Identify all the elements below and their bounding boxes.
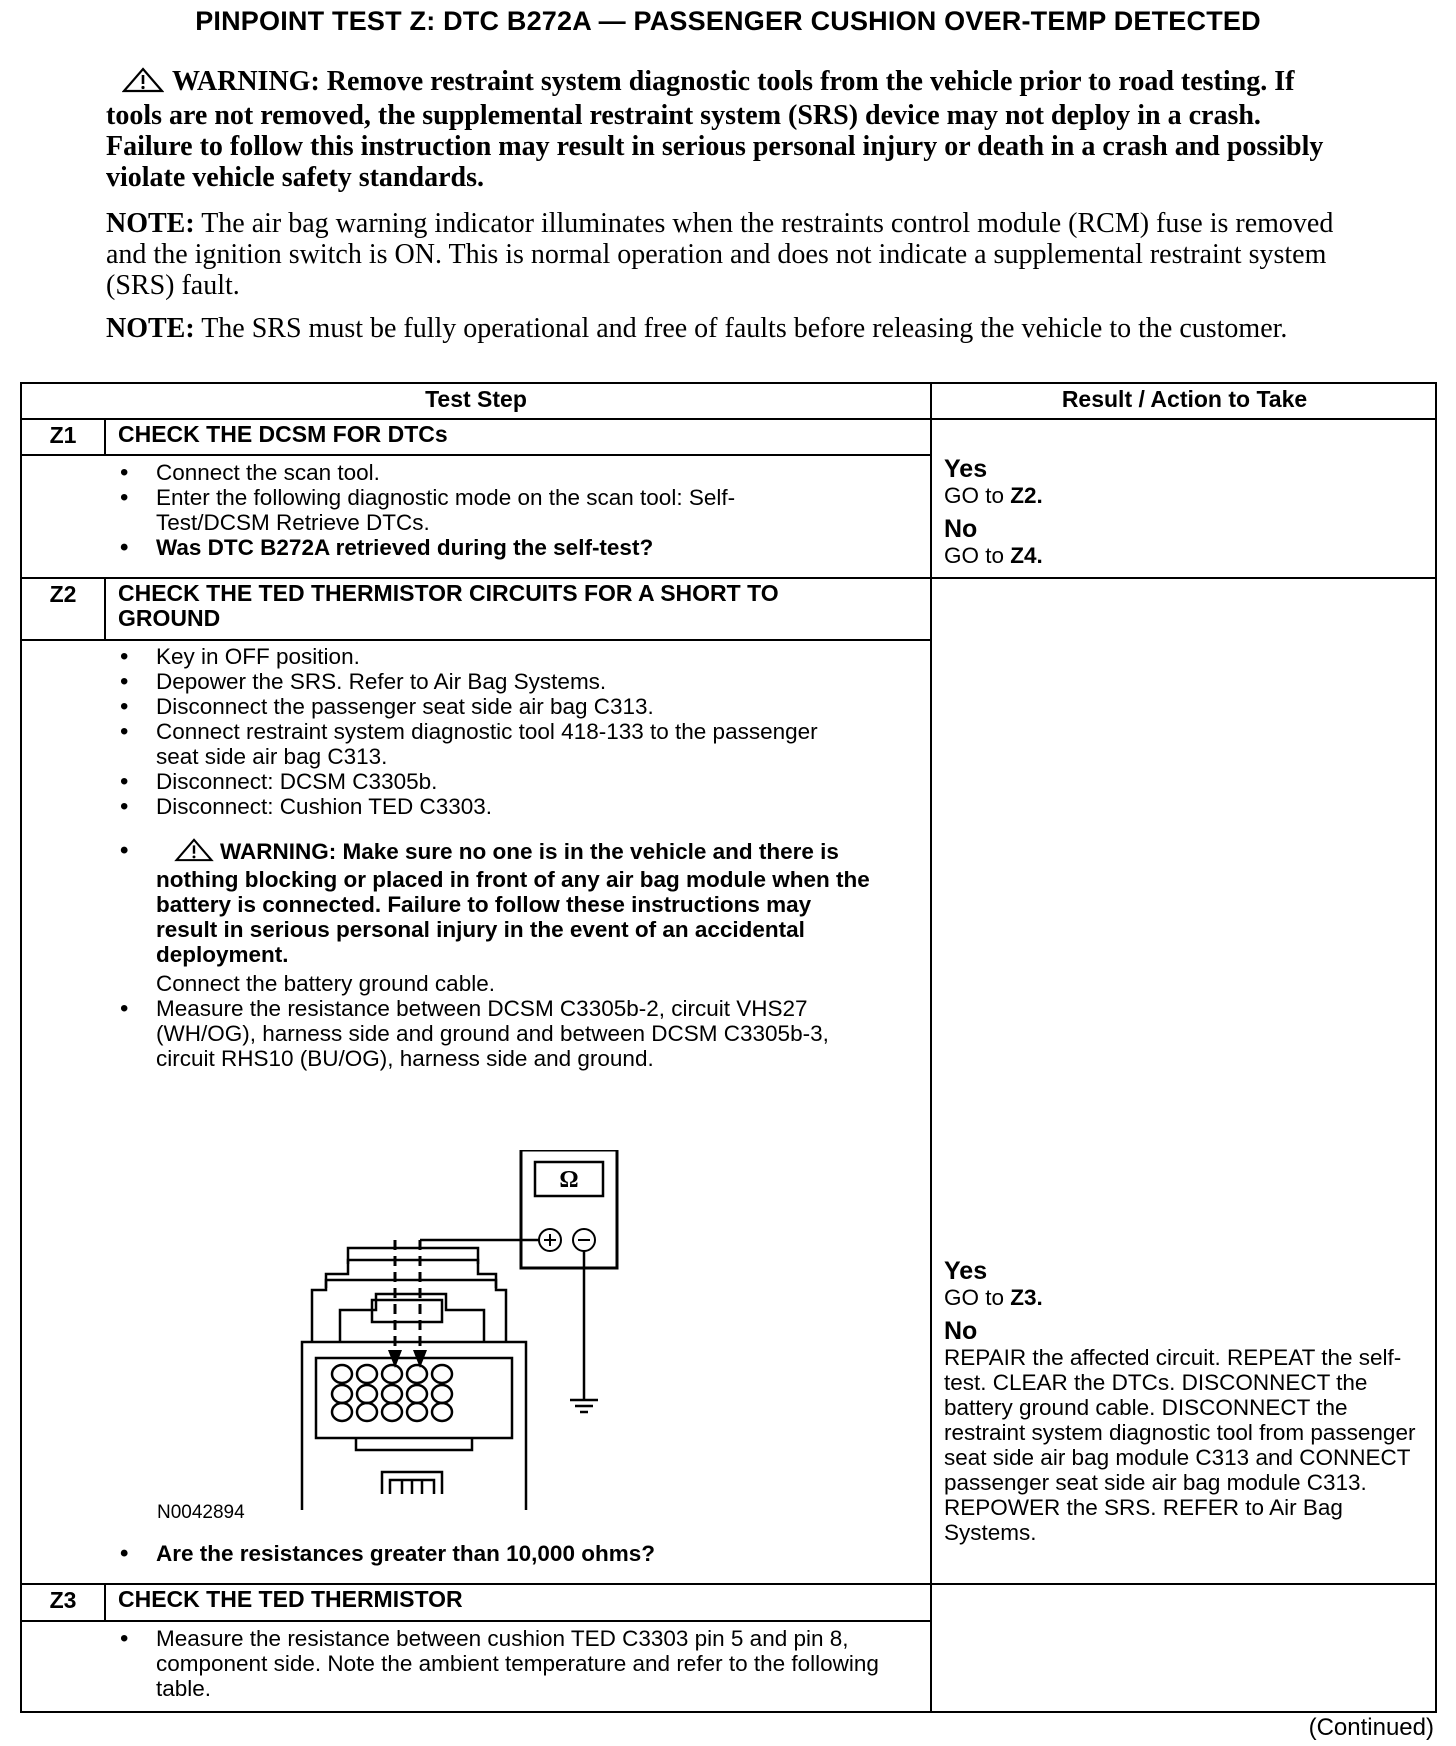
z2-row-divider bbox=[20, 1583, 1437, 1585]
z2-warning-text: WARNING: Make sure no one is in the vehicle and there is nothing blocking or placed in front of any air bag module when the battery is connected. Failure to follow these instructions may result in serious personal injury in the event of an accidental deployment. bbox=[156, 839, 870, 967]
connector-ohmmeter-diagram bbox=[290, 1150, 650, 1510]
z1-yes-label: Yes bbox=[944, 455, 988, 483]
z2-yes-target: Z3. bbox=[1010, 1285, 1043, 1310]
list-item: • Disconnect: Cushion TED C3303. bbox=[118, 794, 908, 819]
connector-c3305b bbox=[302, 1248, 526, 1510]
z1-no-target: Z4. bbox=[1010, 543, 1043, 568]
figure-code: N0042894 bbox=[157, 1502, 245, 1523]
header-test-step: Test Step bbox=[425, 386, 527, 412]
warning-text: Remove restraint system diagnostic tools from the vehicle prior to road testing. If tools are not removed, the supplemental restraint system (SRS) device may not deploy in a crash. Failure to follow this instruction may result in serious personal injury or death in a crash and possibly violate vehicle safety standards. bbox=[106, 66, 1324, 193]
z2-yes-label: Yes bbox=[944, 1257, 988, 1285]
z1-row-divider bbox=[20, 577, 1437, 579]
z2-no-label: No bbox=[944, 1317, 978, 1345]
z3-title-divider bbox=[20, 1620, 931, 1622]
note-2-text: The SRS must be fully operational and free of faults before releasing the vehicle to the customer. bbox=[201, 313, 1288, 344]
list-item: • Are the resistances greater than 10,000 ohms? bbox=[118, 1541, 908, 1566]
note-1-label: NOTE: bbox=[106, 208, 195, 239]
list-item: • Connect the scan tool. bbox=[118, 460, 908, 485]
list-item: • Key in OFF position. bbox=[118, 644, 908, 669]
step-z2-id: Z2 bbox=[49, 581, 77, 607]
note-1-text: The air bag warning indicator illuminates when the restraints control module (RCM) fuse is removed and the ignition switch is ON. This is normal operation and does not indicate a supplemental restraint system (SRS) fault. bbox=[106, 208, 1334, 301]
step-z2-warning-block bbox=[118, 838, 878, 1071]
list-item: • Connect restraint system diagnostic tool 418-133 to the passenger seat side air bag C313. bbox=[118, 719, 836, 769]
z2-id-divider bbox=[104, 577, 106, 639]
z2-title-divider bbox=[20, 639, 931, 641]
list-item: • Measure the resistance between DCSM C3305b-2, circuit VHS27 (WH/OG), harness side and ground and between DCSM C3305b-3, circuit RHS10 (BU/OG), harness side and ground. bbox=[118, 996, 878, 1071]
continued-label: (Continued) bbox=[1308, 1714, 1434, 1741]
step-z1-title: CHECK THE DCSM FOR DTCs bbox=[118, 421, 448, 447]
connector-pins bbox=[332, 1365, 452, 1421]
z1-title-divider bbox=[20, 454, 931, 456]
z2-yes-action: GO to Z3. bbox=[944, 1285, 1043, 1310]
z1-id-divider bbox=[104, 418, 106, 454]
list-item: • Disconnect: DCSM C3305b. bbox=[118, 769, 908, 794]
list-item: • Measure the resistance between cushion TED C3303 pin 5 and pin 8, component side. Note the ambient temperature and refer to the following table. bbox=[118, 1626, 888, 1701]
z1-no-action: GO to Z4. bbox=[944, 543, 1043, 568]
step-z3-list bbox=[118, 1626, 888, 1701]
warning-label: WARNING: bbox=[172, 66, 320, 97]
ohmmeter-symbol: Ω bbox=[559, 1167, 579, 1193]
header-divider bbox=[20, 418, 1437, 420]
step-z3-title: CHECK THE TED THERMISTOR bbox=[118, 1586, 463, 1612]
z1-yes-target: Z2. bbox=[1010, 483, 1043, 508]
ground-symbol bbox=[570, 1400, 598, 1412]
list-item: • Enter the following diagnostic mode on the scan tool: Self-Test/DCSM Retrieve DTCs. bbox=[118, 485, 806, 535]
z1-no-label: No bbox=[944, 515, 978, 543]
list-item: • Depower the SRS. Refer to Air Bag Systems. bbox=[118, 669, 908, 694]
page-title: PINPOINT TEST Z: DTC B272A — PASSENGER CUSHION OVER-TEMP DETECTED bbox=[195, 6, 1261, 36]
note-1 bbox=[106, 208, 1346, 301]
list-item: • Was DTC B272A retrieved during the self-test? bbox=[118, 535, 908, 560]
list-item bbox=[118, 838, 878, 967]
header-result: Result / Action to Take bbox=[1061, 386, 1308, 412]
z1-result bbox=[944, 456, 1444, 568]
step-z2-list bbox=[118, 644, 908, 819]
z2-result bbox=[944, 1258, 1434, 1545]
list-item: Connect the battery ground cable. bbox=[156, 971, 495, 996]
note-2-label: NOTE: bbox=[106, 313, 195, 344]
step-z3-id: Z3 bbox=[49, 1587, 77, 1613]
step-z1-list bbox=[118, 460, 908, 560]
z1-yes-action: GO to Z2. bbox=[944, 483, 1043, 508]
step-z2-title: CHECK THE TED THERMISTOR CIRCUITS FOR A SHORT TO GROUND bbox=[118, 580, 779, 631]
column-divider bbox=[930, 382, 932, 1713]
warning-paragraph bbox=[106, 66, 1346, 193]
warning-triangle-icon bbox=[122, 67, 164, 100]
list-item: • Disconnect the passenger seat side air bag C313. bbox=[118, 694, 908, 719]
step-z1-id: Z1 bbox=[49, 422, 77, 448]
z2-no-action: REPAIR the affected circuit. REPEAT the self-test. CLEAR the DTCs. DISCONNECT the battery ground cable. DISCONNECT the restraint system diagnostic tool from passenger seat side air bag module C313 and CONNECT passenger seat side air bag module C313. REPOWER the SRS. REFER to Air Bag Systems. bbox=[944, 1345, 1416, 1545]
step-z2-question bbox=[118, 1541, 908, 1566]
note-2 bbox=[106, 313, 1346, 344]
warning-triangle-icon bbox=[174, 838, 214, 867]
z3-id-divider bbox=[104, 1583, 106, 1620]
